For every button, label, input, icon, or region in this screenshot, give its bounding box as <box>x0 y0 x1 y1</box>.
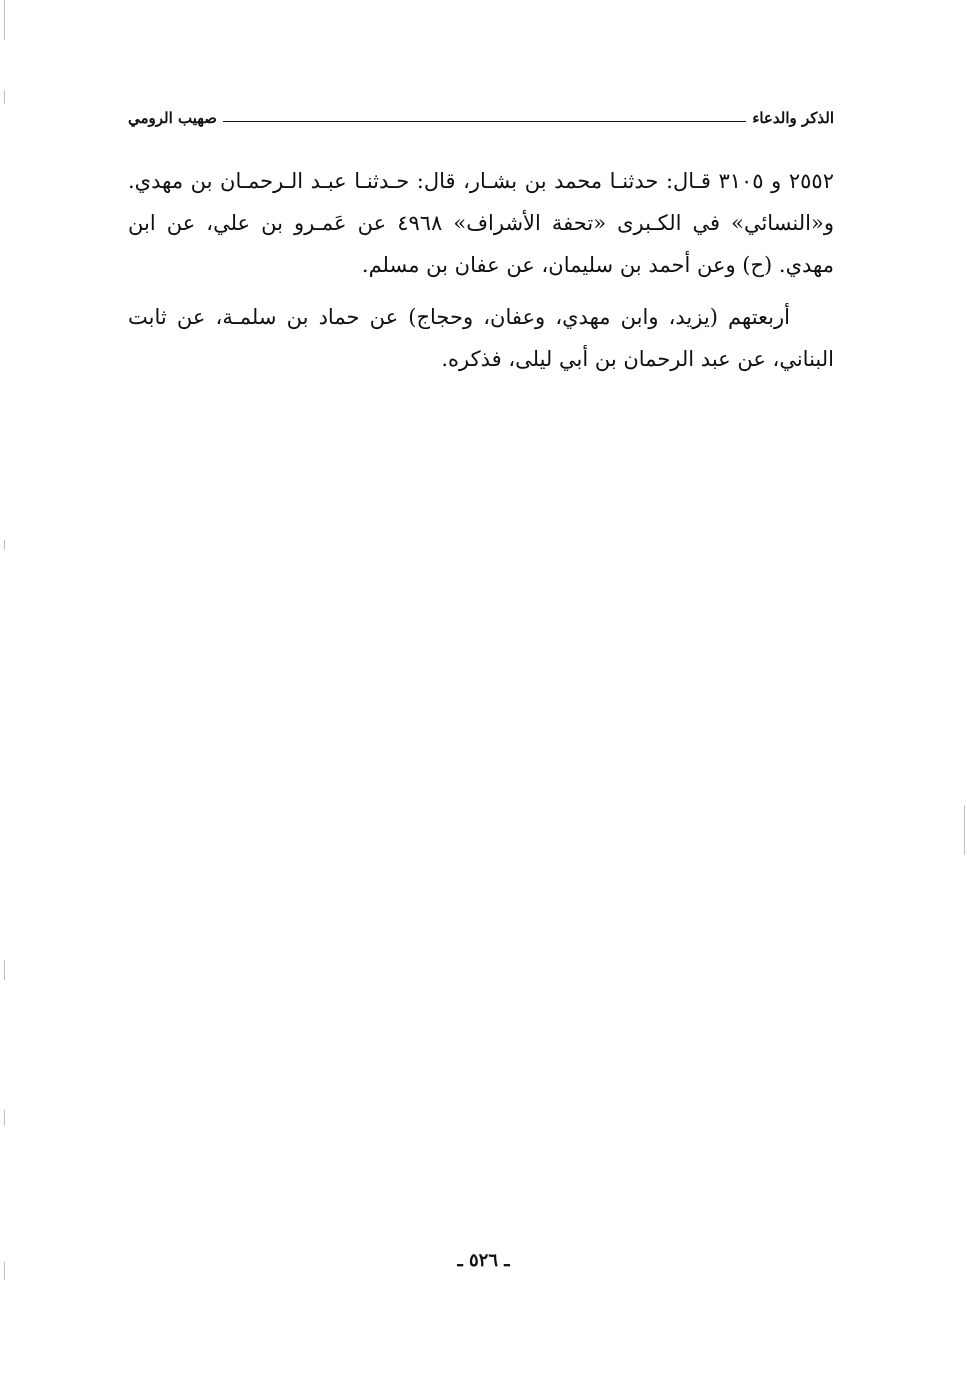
scan-margin-mark <box>964 805 965 855</box>
running-header <box>128 104 834 132</box>
scan-margin-mark <box>4 540 5 550</box>
scan-margin-mark <box>4 960 5 980</box>
header-rule <box>223 121 746 122</box>
paragraph: ٢٥٥٢ و ٣١٠٥ قـال: حدثنـا محمد بن بشـار، قال: حـدثنـا عبـد الـرحمـان بن مهدي. و«النسائي» في الكـبرى «تحفة الأشراف» ٤٩٦٨ عن عَمـرو بن علي، عن ابن مهدي. (ح) وعن أحمد بن سليمان، عن عفان بن مسلم. <box>128 169 834 277</box>
header-section-title: صهيب الرومي <box>128 109 217 127</box>
header-chapter-title: الذكر والدعاء <box>752 109 834 127</box>
scan-margin-mark <box>4 90 5 104</box>
scan-margin-mark <box>4 0 5 40</box>
body-text <box>128 160 834 390</box>
paragraph: أربعتهم (يزيد، وابن مهدي، وعفان، وحجاج) عن حماد بن سلمـة، عن ثابت البناني، عن عبد الرحمان بن أبي ليلى، فذكره. <box>128 305 834 371</box>
page-number: ـ ٥٢٦ ـ <box>457 1250 510 1271</box>
scan-margin-mark <box>4 1110 5 1126</box>
